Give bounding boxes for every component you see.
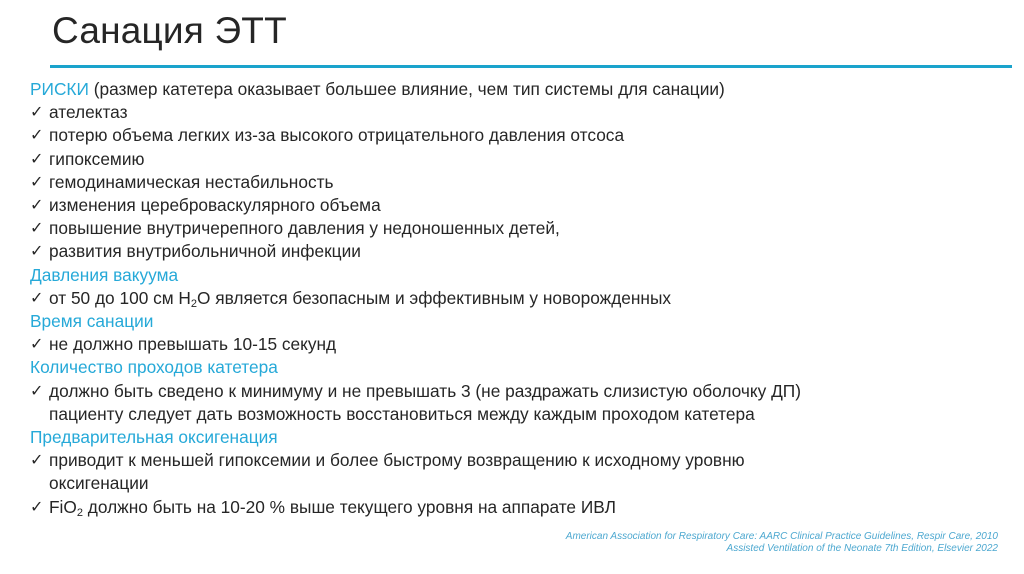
risks-heading-label: РИСКИ [30, 79, 89, 99]
list-item-text: изменения цереброваскулярного объема [49, 195, 381, 216]
list-item [30, 217, 1005, 240]
check-mark-icon: ✓ [30, 127, 44, 145]
list-item [30, 124, 1005, 147]
check-mark-icon: ✓ [30, 289, 44, 307]
list-item-text: ателектаз [49, 102, 128, 123]
risks-heading [30, 78, 1005, 101]
list-item-text: приводит к меньшей гипоксемии и более быстрому возвращению к исходному уровню [49, 450, 745, 471]
list-item-text: O является безопасным и эффективным у новорожденных [197, 287, 672, 308]
list-item-text: развития внутрибольничной инфекции [49, 241, 361, 262]
check-mark-icon: ✓ [30, 452, 44, 470]
catheter-passes-heading: Количество проходов катетера [30, 357, 278, 378]
check-mark-icon: ✓ [30, 104, 44, 122]
list-item-text: FiO [49, 496, 77, 517]
check-mark-icon: ✓ [30, 382, 44, 400]
list-item-text: должно быть на 10-20 % выше текущего уровня на аппарате ИВЛ [82, 496, 616, 517]
list-item [30, 194, 1005, 217]
list-item-continuation: оксигенации [49, 473, 149, 494]
vacuum-heading: Давления вакуума [30, 264, 179, 285]
subscript: 2 [76, 506, 83, 519]
check-mark-icon: ✓ [30, 498, 44, 516]
list-item-text: не должно превышать 10-15 секунд [49, 334, 337, 355]
references [566, 531, 998, 555]
list-item [30, 101, 1005, 124]
check-mark-icon: ✓ [30, 220, 44, 238]
list-item [30, 333, 1005, 356]
reference-line: Assisted Ventilation of the Neonate 7th Edition, Elsevier 2022 [726, 543, 998, 554]
list-item [30, 287, 1005, 310]
list-item [30, 148, 1005, 171]
reference-line: American Association for Respiratory Care: AARC Clinical Practice Guidelines, Respir Care, 2010 [565, 531, 998, 542]
slide-body [30, 78, 1005, 519]
check-mark-icon: ✓ [30, 336, 44, 354]
list-item [30, 240, 1005, 263]
check-mark-icon: ✓ [30, 173, 44, 191]
list-item-text: должно быть сведено к минимуму и не превышать 3 (не раздражать слизистую оболочку ДП) [49, 380, 801, 401]
slide-title: Санация ЭТТ [52, 10, 287, 51]
list-item-text: повышение внутричерепного давления у недоношенных детей, [49, 218, 560, 239]
list-item-text: от 50 до 100 см H [49, 287, 191, 308]
check-mark-icon: ✓ [30, 197, 44, 215]
suction-time-heading: Время санации [30, 311, 154, 332]
risks-heading-note: (размер катетера оказывает большее влияние, чем тип системы для санации) [88, 79, 725, 99]
title-underline [50, 65, 1012, 68]
check-mark-icon: ✓ [30, 150, 44, 168]
list-item-text: гипоксемию [49, 148, 145, 169]
preoxygenation-heading: Предварительная оксигенация [30, 427, 278, 448]
list-item-text: гемодинамическая нестабильность [49, 171, 334, 192]
list-item [30, 380, 1005, 403]
list-item [30, 171, 1005, 194]
list-item [30, 449, 1005, 472]
list-item-text: потерю объема легких из-за высокого отрицательного давления отсоса [49, 125, 625, 146]
list-item-continuation: пациенту следует дать возможность восстановиться между каждым проходом катетера [49, 403, 755, 424]
list-item [30, 496, 1005, 519]
check-mark-icon: ✓ [30, 243, 44, 261]
subscript: 2 [190, 297, 198, 310]
